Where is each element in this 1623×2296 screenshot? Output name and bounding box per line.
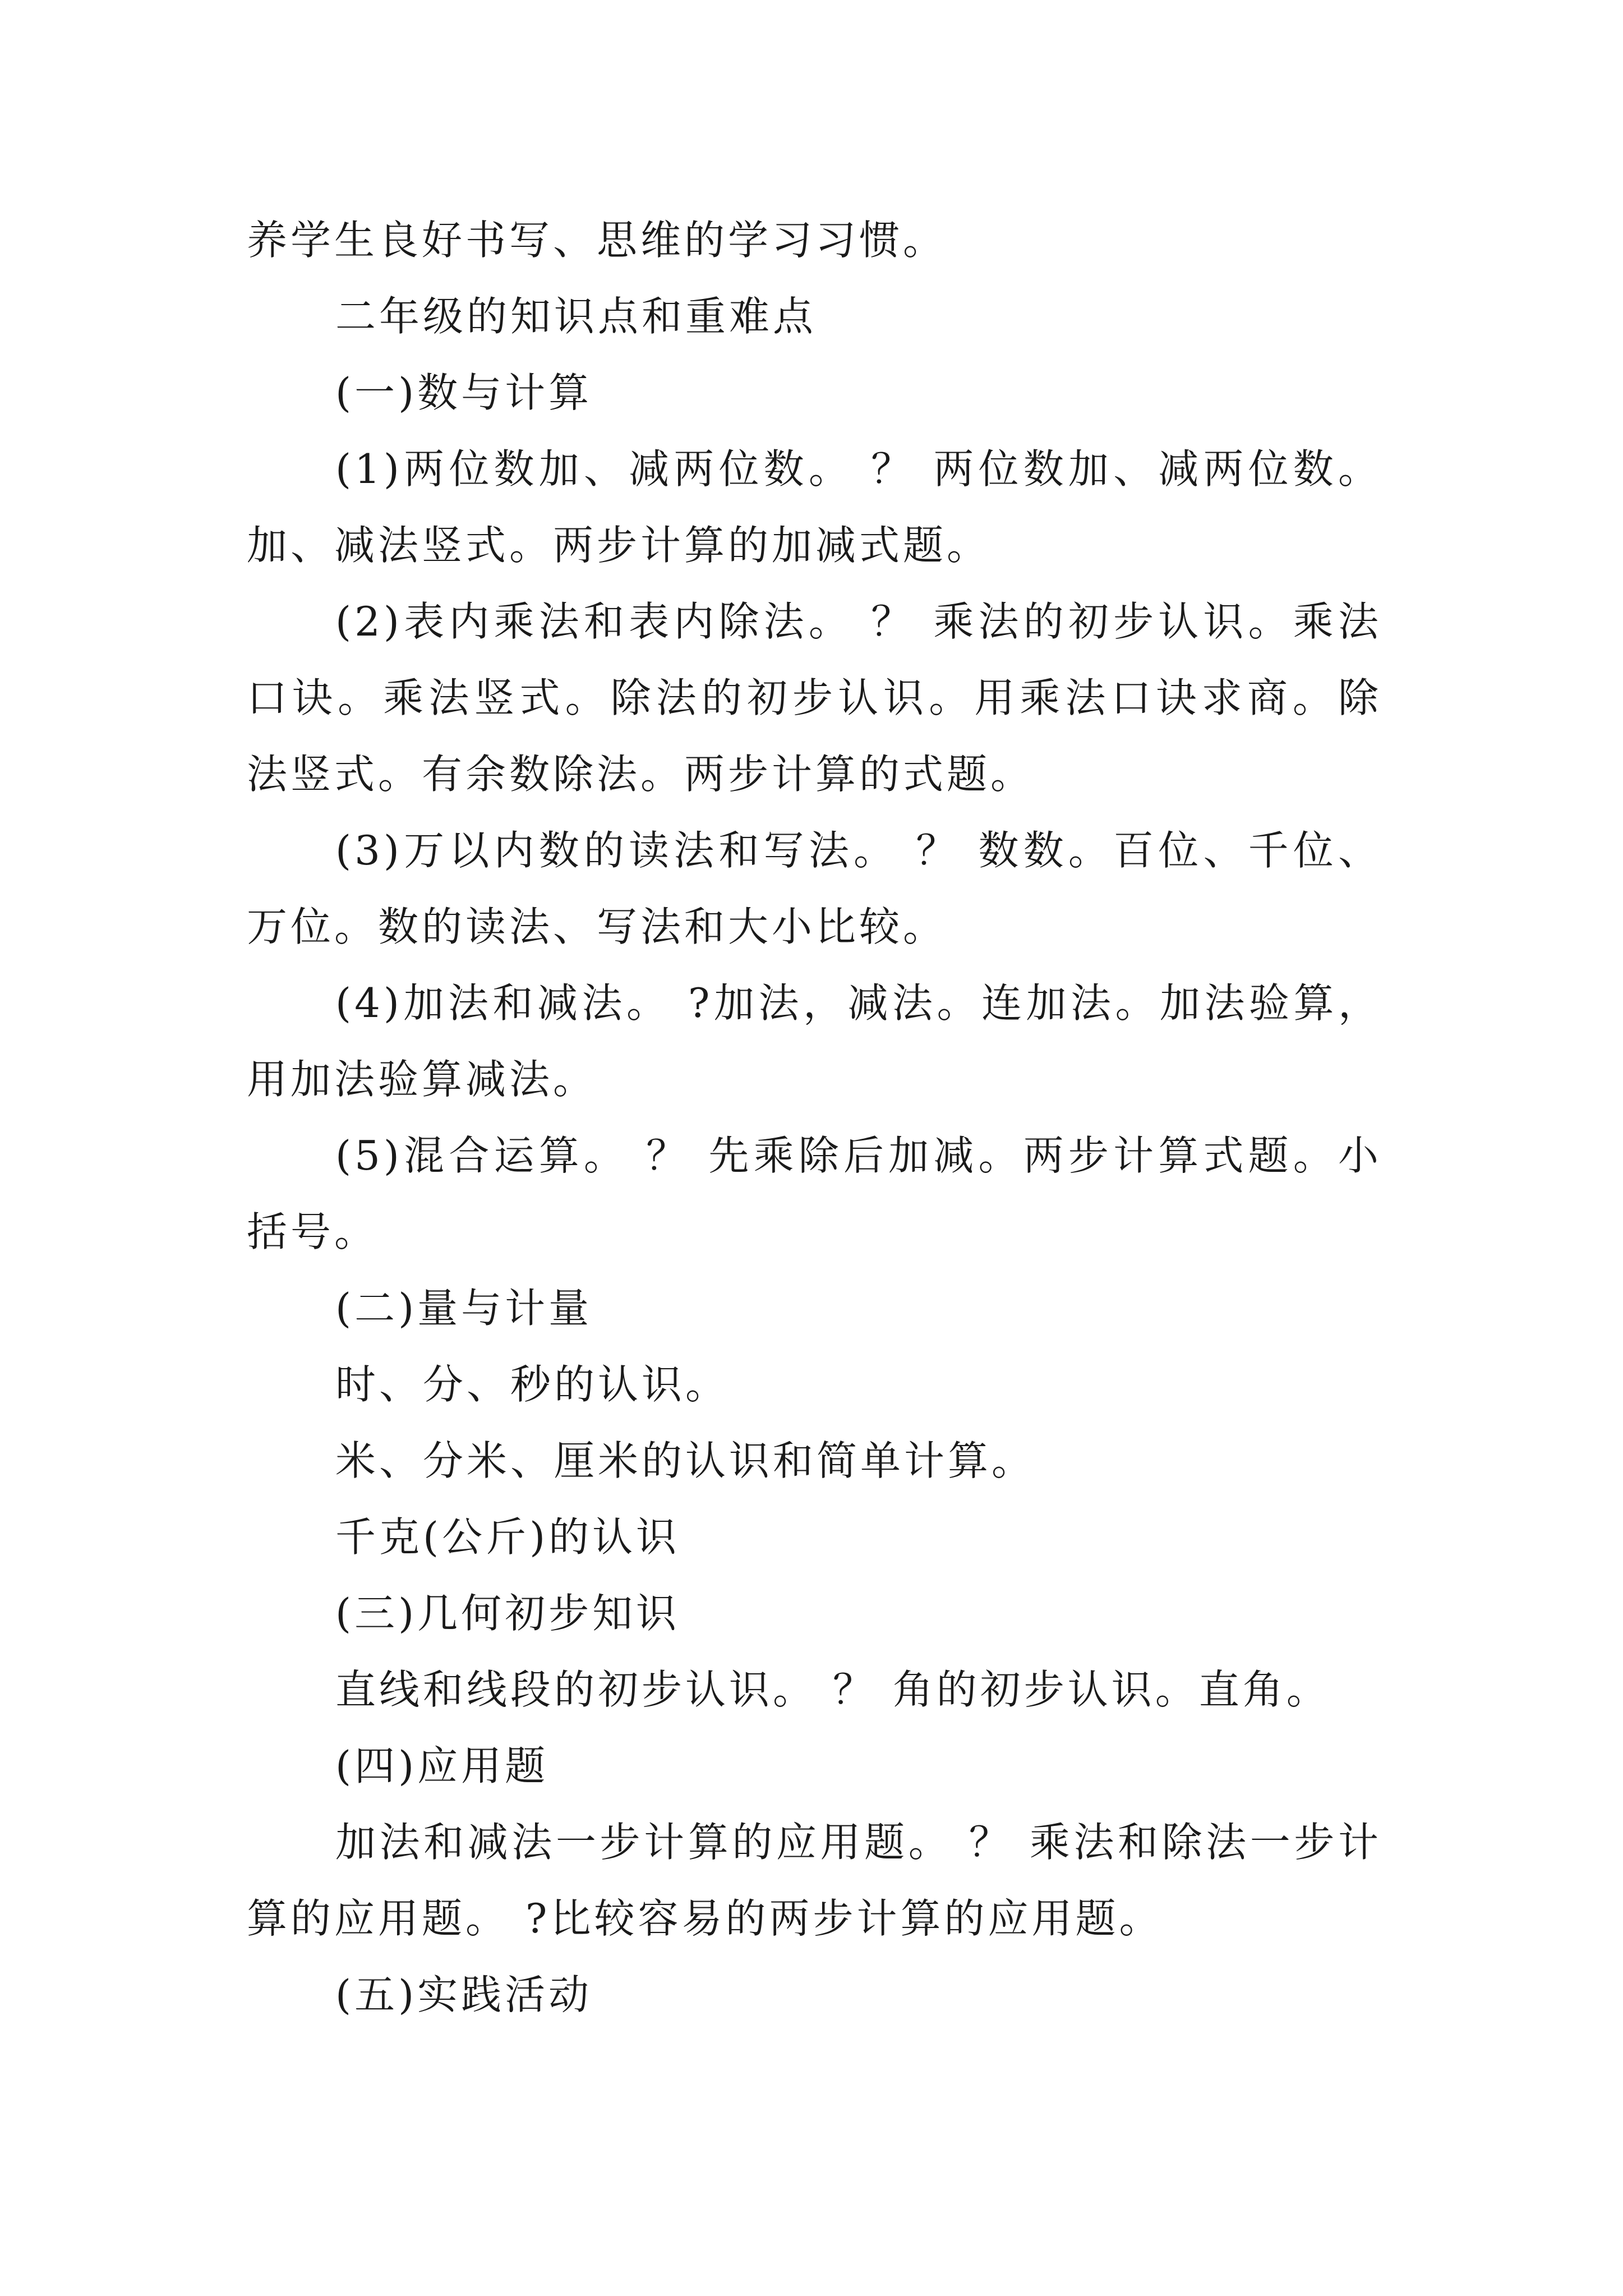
item-lines-angles: 直线和线段的初步认识。 ？ 角的初步认识。直角。 (335, 1666, 1330, 1713)
section-practice: (五)实践活动 (335, 1971, 593, 2018)
item-add-sub: (4)加法和减法。 ?加法，减法。连加法。加法验算，用加法验算减法。 (247, 979, 1382, 1103)
section-word-problems: (四)应用题 (335, 1742, 549, 1789)
item-length: 米、分米、厘米的认识和简单计算。 (335, 1437, 1036, 1484)
item-word-problems: 加法和减法一步计算的应用题。 ？ 乘法和除法一步计算的应用题。 ?比较容易的两步计算的应用题。 (247, 1819, 1382, 1942)
document-body (247, 202, 1382, 2033)
section-measurement: (二)量与计量 (335, 1285, 593, 1332)
section-number-calc: (一)数与计算 (335, 369, 593, 416)
item-two-digit-add-sub: (1)两位数加、减两位数。 ？ 两位数加、减两位数。加、减法竖式。两步计算的加减式题。 (247, 445, 1382, 569)
section-geometry: (三)几何初步知识 (335, 1590, 680, 1637)
item-mixed-operations: (5)混合运算。 ？ 先乘除后加减。两步计算式题。小括号。 (247, 1132, 1382, 1255)
item-table-mult-div: (2)表内乘法和表内除法。 ？ 乘法的初步认识。乘法口诀。乘法竖式。除法的初步认识。用乘法口诀求商。除法竖式。有余数除法。两步计算的式题。 (247, 598, 1382, 798)
item-read-write-numbers: (3)万以内数的读法和写法。 ？ 数数。百位、千位、万位。数的读法、写法和大小比较。 (247, 827, 1382, 950)
item-weight: 千克(公斤)的认识 (335, 1513, 680, 1561)
heading-grade2-points: 二年级的知识点和重难点 (335, 293, 817, 340)
paragraph-habit: 养学生良好书写、思维的学习习惯。 (247, 217, 947, 264)
item-time: 时、分、秒的认识。 (335, 1361, 730, 1408)
